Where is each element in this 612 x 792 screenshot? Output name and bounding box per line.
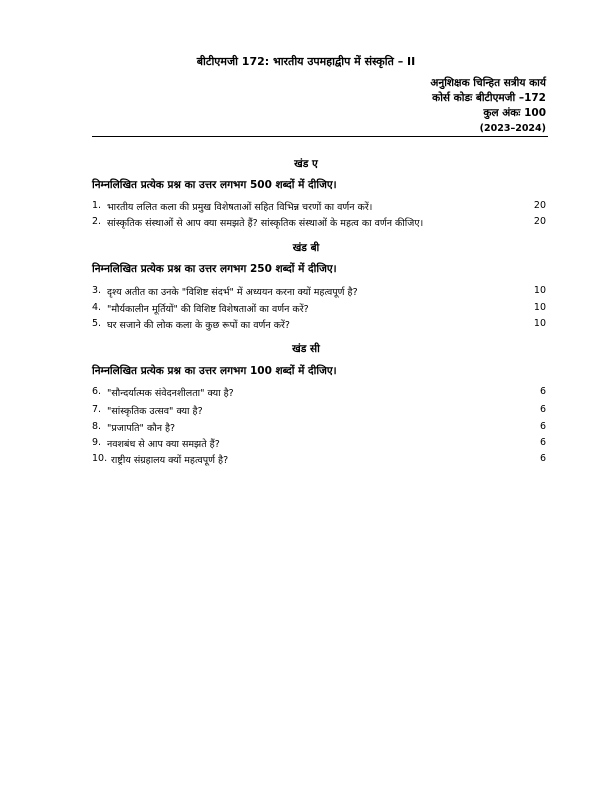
question-number: 1.: [92, 200, 102, 211]
question-number: 9.: [92, 437, 102, 448]
question-text: दृश्य अतीत का उनके "विशिष्ट संदर्भ" में अध्ययन करना क्यों महत्वपूर्ण है?: [107, 287, 358, 298]
header-divider: [92, 136, 548, 137]
question-text: सांस्कृतिक संस्थाओं से आप क्या समझते हैं? सांस्कृतिक संस्थाओं के महत्व का वर्णन कीजिए।: [107, 218, 424, 229]
question-number: 6.: [92, 386, 102, 397]
question-marks: 6: [539, 453, 546, 464]
question-marks: 10: [533, 302, 546, 313]
question-text: भारतीय ललित कला की प्रमुख विशेषताओं सहित विभिन्न चरणों का वर्णन करें।: [107, 202, 373, 213]
question-item: [92, 421, 548, 435]
total-marks: कुल अंकः 100: [483, 107, 546, 119]
question-marks: 6: [539, 437, 546, 448]
section-instruction-b: निम्नलिखित प्रत्येक प्रश्न का उत्तर लगभग 250 शब्दों में दीजिए।: [92, 263, 337, 275]
question-text: "सांस्कृतिक उत्सव" क्या है?: [107, 406, 203, 417]
question-marks: 20: [533, 216, 546, 227]
question-item: [92, 404, 548, 418]
course-code: कोर्स कोडः बीटीएमजी –172: [432, 92, 546, 104]
section-heading-a: खंड ए: [294, 158, 318, 170]
question-item: [92, 200, 548, 214]
question-text: नवशबंध से आप क्या समझते हैं?: [107, 439, 220, 450]
question-item: [92, 285, 548, 299]
question-text: घर सजाने की लोक कला के कुछ रूपों का वर्णन करें?: [107, 320, 290, 331]
section-heading-c: खंड सी: [292, 343, 320, 355]
document-title: बीटीएमजी 172: भारतीय उपमहाद्वीप में संस्कृति – II: [196, 55, 416, 68]
question-item: [92, 437, 548, 451]
question-marks: 10: [533, 285, 546, 296]
question-marks: 6: [539, 386, 546, 397]
section-instruction-c: निम्नलिखित प्रत्येक प्रश्न का उत्तर लगभग 100 शब्दों में दीजिए।: [92, 365, 337, 377]
question-text: "मौर्यकालीन मूर्तियों" की विशिष्ट विशेषताओं का वर्णन करें?: [107, 304, 309, 315]
question-number: 5.: [92, 318, 102, 329]
question-item: [92, 453, 548, 467]
section-instruction-a: निम्नलिखित प्रत्येक प्रश्न का उत्तर लगभग 500 शब्दों में दीजिए।: [92, 179, 337, 191]
question-text: "प्रजापति" कौन है?: [107, 423, 176, 434]
question-number: 2.: [92, 216, 102, 227]
session-year: (2023–2024): [479, 123, 546, 134]
question-number: 3.: [92, 285, 102, 296]
question-text: राष्ट्रीय संग्रहालय क्यों महत्वपूर्ण है?: [111, 455, 229, 466]
question-item: [92, 318, 548, 332]
question-marks: 10: [533, 318, 546, 329]
question-marks: 6: [539, 421, 546, 432]
question-item: [92, 302, 548, 316]
question-number: 8.: [92, 421, 102, 432]
question-item: [92, 216, 548, 230]
question-item: [92, 386, 548, 400]
assignment-meta: [430, 76, 546, 136]
question-text: "सौन्दर्यात्मक संवेदनशीलता" क्या है?: [107, 388, 234, 399]
question-number: 7.: [92, 404, 102, 415]
assignment-label: अनुशिक्षक चिन्हित सत्रीय कार्य: [430, 77, 546, 89]
question-number: 10.: [92, 453, 108, 464]
question-marks: 6: [539, 404, 546, 415]
question-marks: 20: [533, 200, 546, 211]
question-number: 4.: [92, 302, 102, 313]
section-heading-b: खंड बी: [292, 242, 320, 254]
